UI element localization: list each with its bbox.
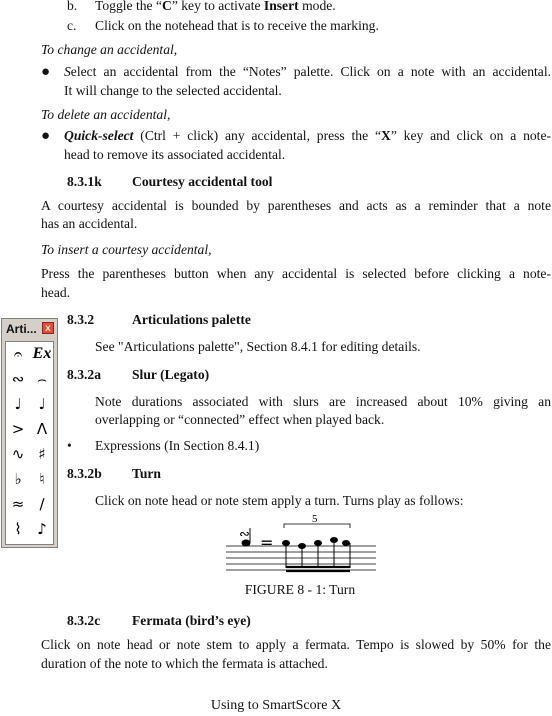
turn-sign: ∾ <box>239 527 250 542</box>
fermata-line1: Click on note head or note stem to apply a fermata. Tempo is slowed by 50% for the <box>41 637 551 652</box>
section-number: 8.3.2b <box>67 466 102 481</box>
section-title: Courtesy accidental tool <box>132 174 273 189</box>
section-title: Fermata (bird’s eye) <box>132 613 251 628</box>
step-letter: c. <box>67 18 77 33</box>
expressions-bullet-text: Expressions (In Section 8.4.1) <box>95 438 260 453</box>
bullet-icon: ● <box>41 64 51 80</box>
arch-icon[interactable]: ⌢ <box>37 370 47 388</box>
mordent-icon[interactable]: ∿ <box>11 445 25 463</box>
tenuto-note-icon[interactable]: ♩ <box>38 395 46 413</box>
change-accidental-line2: It will change to the selected accidental. <box>64 83 282 98</box>
palette-grid <box>5 341 54 545</box>
section-number: 8.3.1k <box>67 174 102 189</box>
tuplet-number: 5 <box>312 513 318 525</box>
section-number: 8.3.2c <box>67 613 101 628</box>
marcato-icon[interactable]: Λ <box>36 420 48 438</box>
staccato-note-icon[interactable]: ♩ <box>14 395 22 413</box>
courtesy-label: To insert a courtesy accidental, <box>41 242 212 257</box>
courtesy-line4: head. <box>41 285 71 300</box>
fermata-icon[interactable]: 𝄐 <box>13 345 23 363</box>
slide-icon[interactable]: ∕ <box>39 495 45 513</box>
change-accidental-line1 <box>64 62 551 82</box>
section-title: Turn <box>132 466 161 481</box>
quick-select-term: Quick-select <box>64 128 134 143</box>
delete-accidental-line1 <box>64 126 551 146</box>
step-text: ” key to activate <box>171 0 264 13</box>
turn-figure <box>226 510 376 580</box>
fermata-line2: duration of the note to which the fermata is attached. <box>41 656 328 671</box>
palette-title[interactable]: Arti... <box>3 320 56 338</box>
paragraph-text: elect an accidental from the “Notes” palette. Click on a note with an accidental. <box>70 64 551 79</box>
bullet-icon: • <box>67 438 72 453</box>
sharp-icon[interactable]: ♯ <box>38 445 46 463</box>
delete-accidental-line2: head to remove its associated accidental. <box>64 147 286 162</box>
key-name: X <box>381 128 391 143</box>
paragraph-text: ” key and click on a note- <box>390 128 552 143</box>
step-text: Toggle the “ <box>95 0 162 13</box>
drop-letter: S <box>64 64 71 79</box>
delete-accidental-label: To delete an accidental, <box>41 107 171 122</box>
paragraph-text: (Ctrl + click) any accidental, press the “ <box>133 128 381 143</box>
page-footer: Using to SmartScore X <box>210 698 342 713</box>
courtesy-line1: A courtesy accidental is bounded by parentheses and acts as a reminder that a note <box>41 198 551 213</box>
articulations-text: See "Articulations palette", Section 8.4.1 for editing details. <box>95 339 421 354</box>
step-b <box>67 0 336 16</box>
turn-icon[interactable]: ∾ <box>11 370 25 388</box>
step-text: mode. <box>298 0 336 13</box>
turn-text: Click on note head or note stem apply a turn. Turns play as follows: <box>95 493 464 508</box>
accent-icon[interactable]: > <box>11 420 25 438</box>
slur-line1: Note durations associated with slurs are increased about 10% giving an <box>95 394 551 409</box>
figure-caption: FIGURE 8 - 1: Turn <box>244 582 356 597</box>
courtesy-line2: has an accidental. <box>41 216 138 231</box>
turn-notation-graphic <box>226 510 376 580</box>
key-name: C <box>162 0 172 13</box>
articulations-palette-window[interactable] <box>1 318 58 548</box>
close-icon[interactable]: x <box>42 322 54 334</box>
grace-note-icon[interactable]: ♪ <box>37 520 47 538</box>
step-text: Click on the notehead that is to receive the marking. <box>95 18 379 33</box>
step-c <box>67 16 379 36</box>
section-title: Slur (Legato) <box>132 367 210 382</box>
change-accidental-label: To change an accidental, <box>41 42 178 57</box>
natural-icon[interactable]: ♮ <box>39 470 45 488</box>
equals-sign: = <box>260 533 274 552</box>
bullet-icon: ● <box>41 128 51 144</box>
step-letter: b. <box>67 0 78 13</box>
section-title: Articulations palette <box>132 312 251 327</box>
arpeggio-icon[interactable]: ≈ <box>11 495 25 513</box>
expression-icon[interactable]: Ex <box>32 345 52 362</box>
courtesy-line3: Press the parentheses button when any accidental is selected before clicking a note- <box>41 266 551 281</box>
mode-name: Insert <box>263 0 299 13</box>
tremolo-icon[interactable]: ⌇ <box>14 520 22 538</box>
flat-icon[interactable]: ♭ <box>14 470 22 488</box>
slur-line2: overlapping or “connected” effect when played back. <box>95 412 385 427</box>
section-number: 8.3.2 <box>67 312 95 327</box>
section-number: 8.3.2a <box>67 367 101 382</box>
